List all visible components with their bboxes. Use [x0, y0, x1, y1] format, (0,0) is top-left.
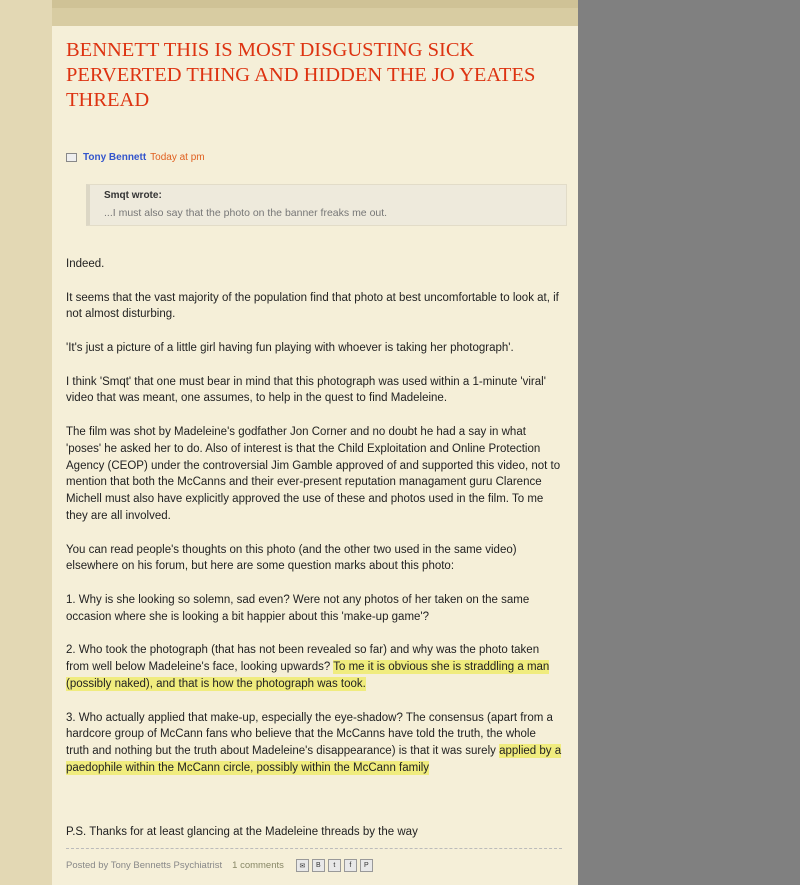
author-link[interactable]: Tony Bennett	[83, 152, 147, 163]
top-bar	[52, 0, 578, 28]
paragraph: The film was shot by Madeleine's godfather Jon Corner and no doubt he had a say in what 'poses' he asked her to do. Also of interest is that the Child Exploitation and Online Protection Agency (CEOP) under the controversial Jim Gamble approved of and supported this video, not to mention that both the McCanns and their ever-present reputation managament guru Clarence Michell must also have explicitly approved the use of these and photos used in the film. To me they are all involved.	[66, 425, 561, 522]
comments-link[interactable]: 1 comments	[232, 860, 284, 871]
post-title[interactable]: BENNETT THIS IS MOST DISGUSTING SICK PERVERTED THING AND HIDDEN THE JO YEATES THREAD	[66, 39, 536, 111]
twitter-icon[interactable]: t	[328, 859, 341, 872]
paragraph: 'It's just a picture of a little girl having fun playing with whoever is taking her photograph'.	[66, 341, 514, 354]
paragraph	[66, 710, 562, 777]
post-meta	[66, 152, 205, 163]
post-time: Today at pm	[150, 152, 205, 163]
blogthis-icon[interactable]: B	[312, 859, 325, 872]
postscript: P.S. Thanks for at least glancing at the Madeleine threads by the way	[66, 826, 418, 838]
paragraph-text: 2. Who took the photograph (that has not been revealed so far) and why was the photo taken from well below Madeleine's face, looking upwards?	[66, 644, 540, 674]
paragraph: It seems that the vast majority of the population find that photo at best uncomfortable to look at, if not almost disturbing.	[66, 291, 559, 321]
paragraph-text: 3. Who actually applied that make-up, especially the eye-shadow? The consensus (apart from a hardcore group of McCann fans who believe that the McCanns have told the truth, the whole truth and nothing but the truth about Madeleine's disappearance) is that it was surely	[66, 711, 553, 758]
highlighted-text: To me it is obvious she is straddling a man (possibly naked), and that is how the photograph was took.	[66, 661, 550, 690]
quote-text: ...I must also say that the photo on the banner freaks me out.	[104, 207, 388, 219]
facebook-icon[interactable]: f	[344, 859, 357, 872]
paragraph: You can read people's thoughts on this photo (and the other two used in the same video) elsewhere on his forum, but here are some question marks about this photo:	[66, 543, 517, 573]
paragraph	[66, 642, 562, 692]
paragraph: 1. Why is she looking so solemn, sad even? Were not any photos of her taken on the same occasion where she is looking a bit happier about this 'make-up game'?	[66, 593, 530, 623]
posted-by: Posted by Tony Bennetts Psychiatrist	[66, 860, 223, 871]
post-body	[66, 256, 562, 794]
post-icon	[66, 153, 77, 162]
pinterest-icon[interactable]: P	[360, 859, 373, 872]
highlighted-text: applied by a paedophile within the McCann circle, possibly within the McCann family	[66, 745, 562, 774]
share-icons	[296, 859, 373, 872]
paragraph: Indeed.	[66, 258, 105, 270]
quote-header: Smqt wrote:	[104, 190, 162, 201]
post-footer	[66, 848, 562, 872]
blog-post	[52, 26, 578, 885]
email-icon[interactable]: ✉	[296, 859, 309, 872]
quote-block	[86, 184, 567, 226]
paragraph: I think 'Smqt' that one must bear in mind that this photograph was used within a 1-minute 'viral' video that was meant, one assumes, to help in the quest to find Madeleine.	[66, 375, 546, 405]
